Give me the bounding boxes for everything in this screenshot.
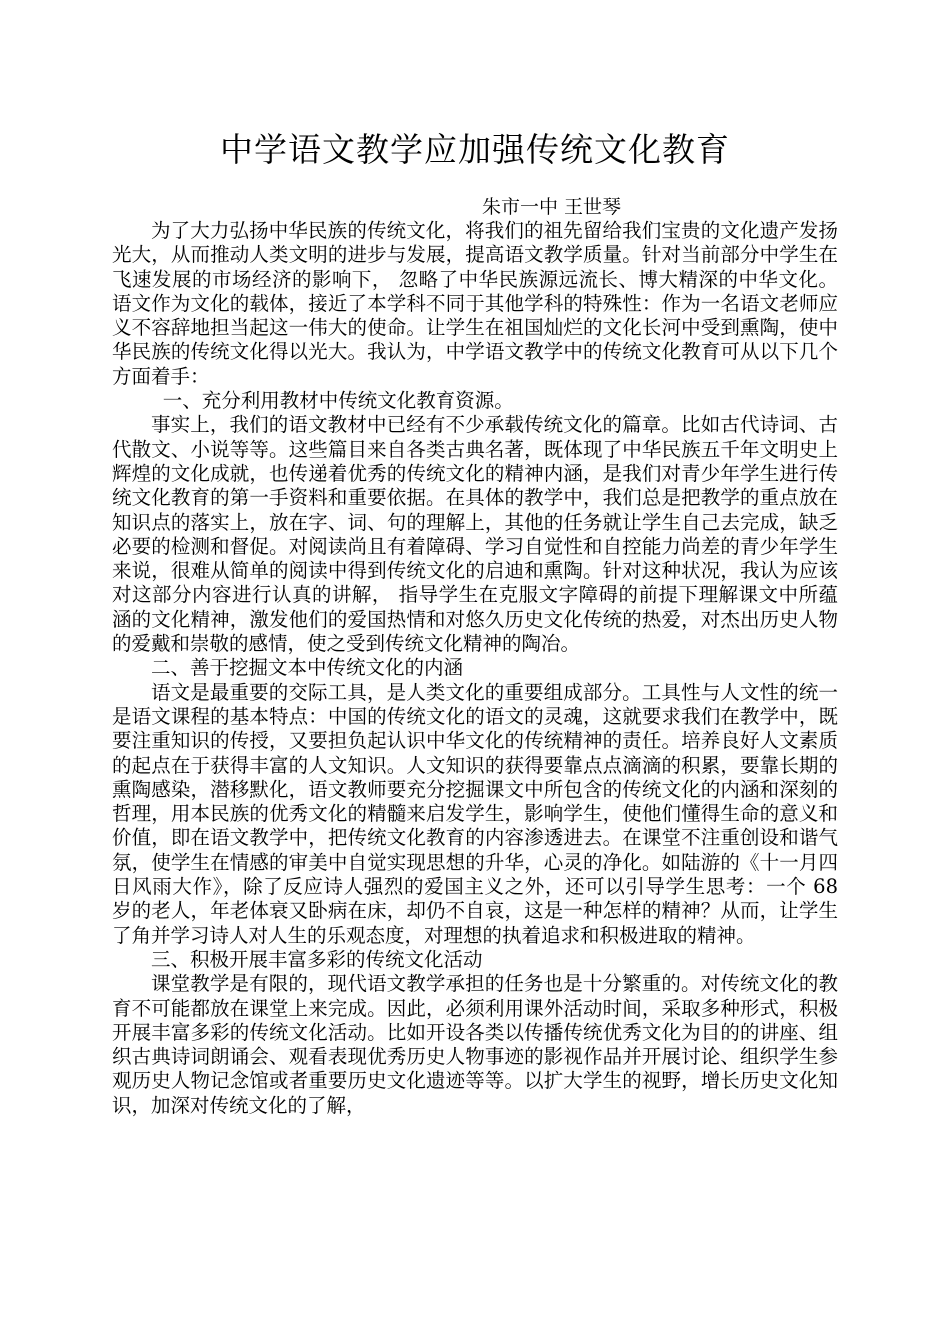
author-byline: 朱市一中 王世琴 <box>482 196 622 218</box>
intro-paragraph: 为了大力弘扬中华民族的传统文化，将我们的祖先留给我们宝贵的文化遗产发扬光大，从而推动人类文明的进步与发展，提高语文教学质量。针对当前部分中学生在飞速发展的市场经济的影响下， 忽略了中华民族源远流长、博大精深的中华文化。语文作为文化的载体，接近了本学科不同于其他学科的特殊性：作为一名语文老师应义不容辞地担当起这一伟大的使命。让学生在祖国灿烂的文化长河中受到熏陶，使中华民族的传统文化得以光大。我认为，中学语文教学中的传统文化教育可从以下几个方面着手： <box>112 219 838 388</box>
document-title: 中学语文教学应加强传统文化教育 <box>220 130 730 169</box>
document-page <box>112 125 838 1118</box>
section-body-2: 语文是最重要的交际工具，是人类文化的重要组成部分。工具性与人文性的统一是语文课程的基本特点：中国的传统文化的语文的灵魂，这就要求我们在教学中，既要注重知识的传授，又要担负起认识中华文化的传统精神的责任。培养良好人文素质的起点在于获得丰富的人文知识。人文知识的获得要靠点点滴滴的积累，要靠长期的熏陶感染，潜移默化，语文教师要充分挖掘课文中所包含的传统文化的内涵和深刻的哲理，用本民族的优秀文化的精髓来启发学生，影响学生，使他们懂得生命的意义和价值，即在语文教学中，把传统文化教育的内容渗透进去。在课堂不注重创设和谐气氛，使学生在情感的审美中自觉实现思想的升华，心灵的净化。如陆游的《十一月四日风雨大作》，除了反应诗人强烈的爱国主义之外，还可以引导学生思考：一个 68 岁的老人，年老体衰又卧病在床，却仍不自哀，这是一种怎样的精神？从而，让学生了角并学习诗人对人生的乐观态度，对理想的执着追求和积极进取的精神。 <box>112 680 838 947</box>
section-body-1: 事实上，我们的语文教材中已经有不少承载传统文化的篇章。比如古代诗词、古代散文、小说等等。这些篇目来自各类古典名著，既体现了中华民族五千年文明史上辉煌的文化成就，也传递着优秀的传统文化的精神内涵，是我们对青少年学生进行传统文化教育的第一手资料和重要依据。在具体的教学中，我们总是把教学的重点放在知识点的落实上，放在字、词、句的理解上，其他的任务就让学生自己去完成，缺乏必要的检测和督促。对阅读尚且有着障碍、学习自觉性和自控能力尚差的青少年学生来说，很难从简单的阅读中得到传统文化的启迪和熏陶。针对这种状况，我认为应该对这部分内容进行认真的讲解， 指导学生在克服文字障碍的前提下理解课文中所蕴涵的文化精神，激发他们的爱国热情和对悠久历史文化传统的热爱，对杰出历史人物的爱戴和崇敬的感情，使之受到传统文化精神的陶冶。 <box>112 413 838 656</box>
section-heading-2: 二、善于挖掘文本中传统文化的内涵 <box>151 656 464 680</box>
section-body-3: 课堂教学是有限的，现代语文教学承担的任务也是十分繁重的。对传统文化的教育不可能都放在课堂上来完成。因此，必须利用课外活动时间，采取多种形式，积极开展丰富多彩的传统文化活动。比如开设各类以传播传统优秀文化为目的的讲座、组织古典诗词朗诵会、观看表现优秀历史人物事迹的影视作品并开展讨论、组织学生参观历史人物记念馆或者重要历史文化遗迹等等。以扩大学生的视野，增长历史文化知识，加深对传统文化的了解， <box>112 972 838 1117</box>
section-heading-3: 三、积极开展丰富多彩的传统文化活动 <box>151 947 483 971</box>
section-heading-1: 一、充分利用教材中传统文化教育资源。 <box>162 389 514 413</box>
